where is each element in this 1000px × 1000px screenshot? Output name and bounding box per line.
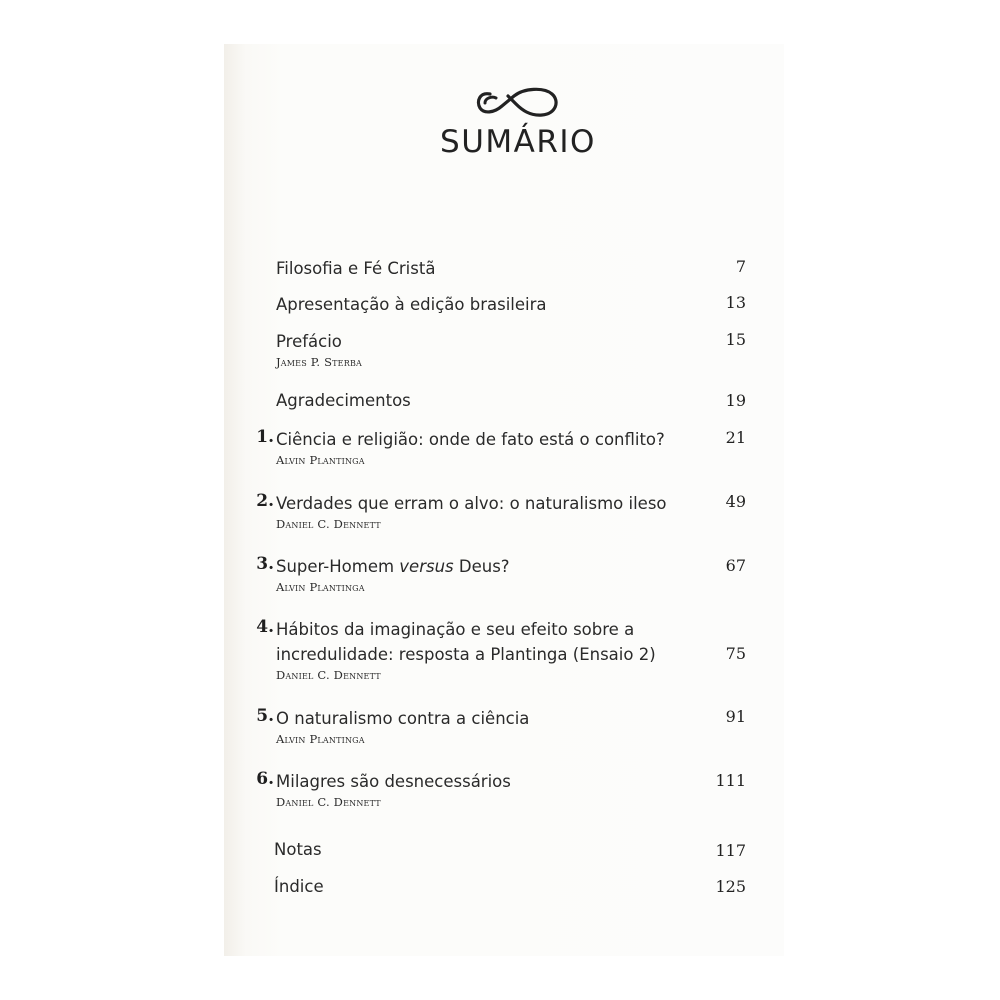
chapter-number: 5. xyxy=(256,706,274,726)
chapter-title-line: incredulidade: resposta a Plantinga (Ensaio 2) xyxy=(276,645,656,664)
chapter-author: Daniel C. Dennett xyxy=(276,517,381,531)
chapter-author: Daniel C. Dennett xyxy=(276,668,381,682)
chapter-title: Milagres são desnecessários xyxy=(276,772,511,791)
chapter-page: 111 xyxy=(715,771,746,790)
chapter-number: 2. xyxy=(256,491,274,511)
chapter-number: 1. xyxy=(256,427,274,447)
toc-entry-title: Filosofia e Fé Cristã xyxy=(276,259,436,278)
toc-entry-page: 13 xyxy=(725,293,746,312)
chapter-page: 75 xyxy=(725,644,746,663)
chapter-page: 91 xyxy=(725,707,746,726)
chapter-page: 67 xyxy=(725,556,746,575)
toc-entry-title: Notas xyxy=(274,840,322,859)
chapter-title-line: Hábitos da imaginação e seu efeito sobre a xyxy=(276,620,635,639)
toc-entry-title: Índice xyxy=(274,877,324,896)
toc-entry-title: Prefácio xyxy=(276,332,342,351)
chapter-number: 4. xyxy=(256,617,274,637)
toc-entry-page: 7 xyxy=(735,257,746,276)
chapter-page: 21 xyxy=(725,428,746,447)
toc-entry-page: 19 xyxy=(725,391,746,410)
chapter-title: O naturalismo contra a ciência xyxy=(276,709,530,728)
chapter-author: Alvin Plantinga xyxy=(276,580,365,594)
chapter-number: 6. xyxy=(256,769,274,789)
chapter-title: Verdades que erram o alvo: o naturalismo ileso xyxy=(276,494,667,513)
chapter-title-part: Super-Homem xyxy=(276,557,400,576)
toc-entry-title: Agradecimentos xyxy=(276,391,411,410)
chapter-author: Daniel C. Dennett xyxy=(276,795,381,809)
chapter-number: 3. xyxy=(256,554,274,574)
toc-entry-page: 117 xyxy=(715,841,746,860)
toc-entry-page: 125 xyxy=(715,877,746,896)
infinity-logo-icon xyxy=(472,84,564,122)
toc-entry-page: 15 xyxy=(725,330,746,349)
chapter-title xyxy=(276,554,696,579)
chapter-page: 49 xyxy=(725,492,746,511)
chapter-author: Alvin Plantinga xyxy=(276,732,365,746)
chapter-author: Alvin Plantinga xyxy=(276,453,365,467)
toc-entry-title: Apresentação à edição brasileira xyxy=(276,295,547,314)
toc-entry-author: James P. Sterba xyxy=(276,355,363,369)
chapter-title-part: Deus? xyxy=(453,557,510,576)
chapter-title-emphasis: versus xyxy=(399,557,454,576)
chapter-title: Ciência e religião: onde de fato está o conflito? xyxy=(276,430,665,449)
page-title: SUMÁRIO xyxy=(440,124,596,160)
